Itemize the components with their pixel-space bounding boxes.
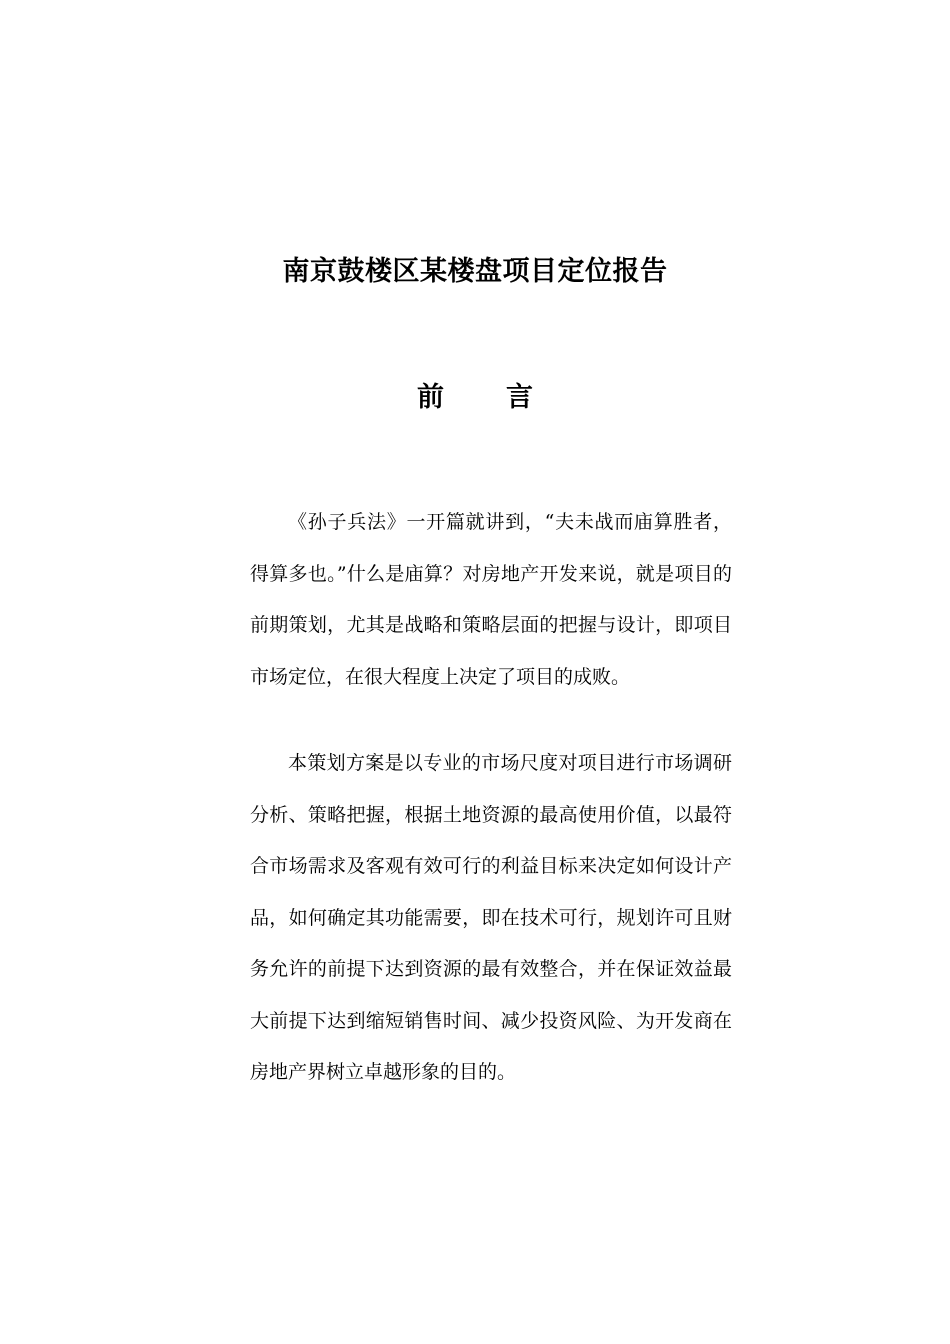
body-paragraph-1: 《孙子兵法》一开篇就讲到，“夫未战而庙算胜者，得算多也。”什么是庙算？对房地产开发来说，就是项目的前期策划，尤其是战略和策略层面的把握与设计，即项目市场定位，在很大程度上决定了项目的成败。 bbox=[250, 511, 732, 688]
document-title: 南京鼓楼区某楼盘项目定位报告 bbox=[282, 256, 668, 287]
section-heading-preface bbox=[0, 378, 950, 418]
body-paragraph-2: 本策划方案是以专业的市场尺度对项目进行市场调研分析、策略把握，根据土地资源的最高使用价值，以最符合市场需求及客观有效可行的利益目标来决定如何设计产品，如何确定其功能需要，即在技术可行，规划许可且财务允许的前提下达到资源的最有效整合，并在保证效益最大前提下达到缩短销售时间、减少投资风险、为开发商在房地产界树立卓越形象的目的。 bbox=[250, 752, 732, 1083]
section-heading-char-2: 言 bbox=[506, 382, 533, 413]
section-heading-char-1: 前 bbox=[417, 382, 444, 413]
